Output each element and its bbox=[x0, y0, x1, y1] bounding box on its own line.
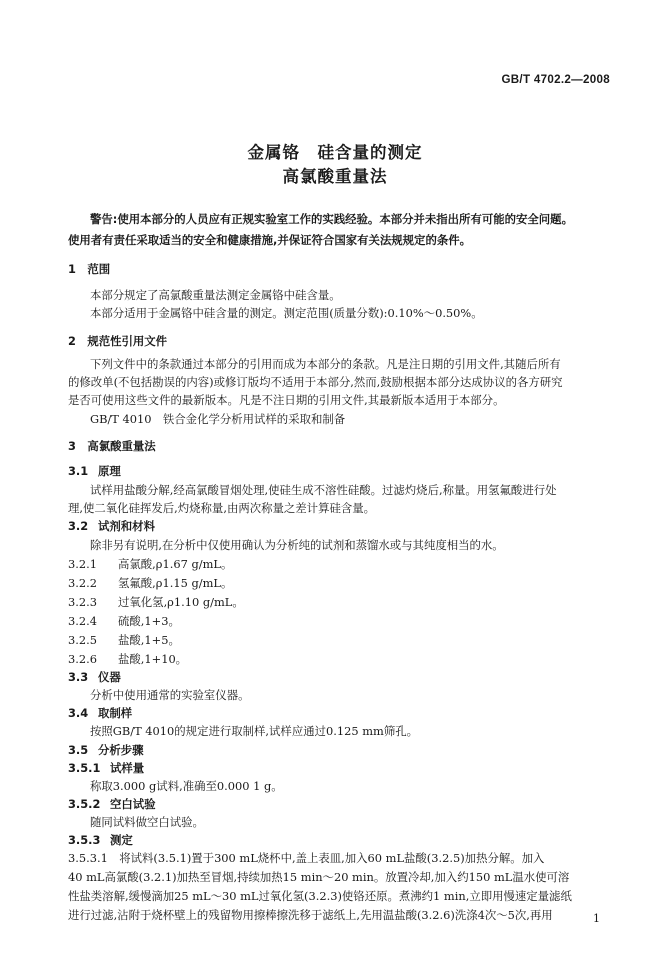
item-number: 3.2.3 bbox=[68, 595, 97, 609]
item-number: 3.2.5 bbox=[68, 633, 97, 647]
clause-number: 3.5.2 bbox=[68, 797, 101, 811]
document-title: 金属铬 硅含量的测定 bbox=[247, 143, 423, 162]
clause-number: 3.3 bbox=[68, 670, 89, 684]
clause-3-3-heading bbox=[68, 670, 121, 685]
clause-3-5-3-line-4: 进行过滤,沾附于烧杯壁上的残留物用擦棒擦洗移于滤纸上,先用温盐酸(3.2.6)洗涤4次～5次,再用 bbox=[68, 908, 553, 922]
clause-number: 3.5 bbox=[68, 743, 89, 757]
section-1-paragraph-1: 本部分规定了高氯酸重量法测定金属铬中硅含量。 bbox=[90, 288, 341, 302]
reagent-item bbox=[68, 614, 180, 629]
item-number: 3.2.1 bbox=[68, 557, 97, 571]
item-text: 高氯酸,ρ1.67 g/mL。 bbox=[118, 557, 233, 571]
section-3-heading: 3 高氯酸重量法 bbox=[68, 439, 156, 453]
clause-number: 3.5.1 bbox=[68, 761, 101, 775]
clause-3-1-heading bbox=[68, 464, 121, 479]
clause-3-1-line-2: 理,使二氧化硅挥发后,灼烧称量,由两次称量之差计算硅含量。 bbox=[68, 501, 376, 515]
clause-title: 分析步骤 bbox=[98, 743, 144, 757]
section-1-heading: 1 范围 bbox=[68, 262, 111, 276]
section-1-paragraph-2: 本部分适用于金属铬中硅含量的测定。测定范围(质量分数):0.10%～0.50%。 bbox=[90, 306, 483, 320]
clause-title: 原理 bbox=[98, 464, 121, 478]
clause-number: 3.2 bbox=[68, 519, 89, 533]
clause-3-5-3-heading bbox=[68, 833, 133, 848]
warning-line-1: 警告:使用本部分的人员应有正规实验室工作的实践经验。本部分并未指出所有可能的安全问题。 bbox=[90, 212, 573, 226]
item-text: 硫酸,1+3。 bbox=[118, 614, 180, 628]
clause-title: 试样量 bbox=[110, 761, 145, 775]
section-2-heading: 2 规范性引用文件 bbox=[68, 334, 168, 348]
clause-title: 空白试验 bbox=[110, 797, 156, 811]
clause-number: 3.4 bbox=[68, 706, 89, 720]
clause-3-2-heading bbox=[68, 519, 155, 534]
clause-3-5-heading bbox=[68, 743, 144, 758]
clause-3-1-line-1: 试样用盐酸分解,经高氯酸冒烟处理,使硅生成不溶性硅酸。过滤灼烧后,称量。用氢氟酸进行处 bbox=[90, 483, 557, 497]
section-2-line-2: 的修改单(不包括勘误的内容)或修订版均不适用于本部分,然而,鼓励根据本部分达成协议的各方研究 bbox=[68, 375, 563, 389]
item-number: 3.2.2 bbox=[68, 576, 97, 590]
clause-title: 仪器 bbox=[98, 670, 121, 684]
item-text: 盐酸,1+10。 bbox=[118, 652, 188, 666]
section-2-line-3: 是否可使用这些文件的最新版本。凡是不注日期的引用文件,其最新版本适用于本部分。 bbox=[68, 393, 505, 407]
item-text: 盐酸,1+5。 bbox=[118, 633, 180, 647]
clause-3-5-1-heading bbox=[68, 761, 144, 776]
clause-number: 3.1 bbox=[68, 464, 89, 478]
item-number: 3.2.6 bbox=[68, 652, 97, 666]
clause-number: 3.5.3 bbox=[68, 833, 101, 847]
section-2-line-1: 下列文件中的条款通过本部分的引用而成为本部分的条款。凡是注日期的引用文件,其随后所有 bbox=[90, 357, 561, 371]
item-text: 过氧化氢,ρ1.10 g/mL。 bbox=[118, 595, 244, 609]
clause-title: 测定 bbox=[110, 833, 133, 847]
item-text: 氢氟酸,ρ1.15 g/mL。 bbox=[118, 576, 233, 590]
reagent-item bbox=[68, 595, 244, 610]
reagent-item bbox=[68, 557, 232, 572]
clause-3-4-text: 按照GB/T 4010的规定进行取制样,试样应通过0.125 mm筛孔。 bbox=[90, 724, 418, 738]
clause-3-5-2-heading bbox=[68, 797, 156, 812]
clause-3-5-2-text: 随同试料做空白试验。 bbox=[90, 815, 204, 829]
clause-title: 试剂和材料 bbox=[98, 519, 155, 533]
section-2-reference: GB/T 4010 铁合金化学分析用试样的采取和制备 bbox=[90, 412, 346, 426]
reagent-item bbox=[68, 576, 232, 591]
page-number: 1 bbox=[593, 912, 600, 925]
clause-3-5-3-line-2: 40 mL高氯酸(3.2.1)加热至冒烟,持续加热15 min～20 min。放置冷却,加入约150 mL温水使可溶 bbox=[68, 870, 570, 884]
clause-title: 取制样 bbox=[98, 706, 133, 720]
warning-line-2: 使用者有责任采取适当的安全和健康措施,并保证符合国家有关法规规定的条件。 bbox=[68, 233, 472, 247]
clause-3-5-3-line-3: 性盐类溶解,缓慢滴加25 mL～30 mL过氧化氢(3.2.3)使铬还原。煮沸约1 min,立即用慢速定量滤纸 bbox=[68, 889, 572, 903]
clause-3-5-1-text: 称取3.000 g试料,准确至0.000 1 g。 bbox=[90, 779, 283, 793]
item-number: 3.2.4 bbox=[68, 614, 97, 628]
clause-3-4-heading bbox=[68, 706, 132, 721]
clause-3-3-text: 分析中使用通常的实验室仪器。 bbox=[90, 688, 250, 702]
reagent-item bbox=[68, 633, 180, 648]
reagent-item bbox=[68, 652, 187, 667]
standard-code: GB/T 4702.2—2008 bbox=[501, 73, 610, 86]
clause-3-2-intro: 除非另有说明,在分析中仅使用确认为分析纯的试剂和蒸馏水或与其纯度相当的水。 bbox=[90, 538, 504, 552]
document-subtitle: 高氯酸重量法 bbox=[282, 167, 388, 186]
clause-3-5-3-line-1: 3.5.3.1 将试料(3.5.1)置于300 mL烧杯中,盖上表皿,加入60 mL盐酸(3.2.5)加热分解。加入 bbox=[68, 851, 545, 865]
